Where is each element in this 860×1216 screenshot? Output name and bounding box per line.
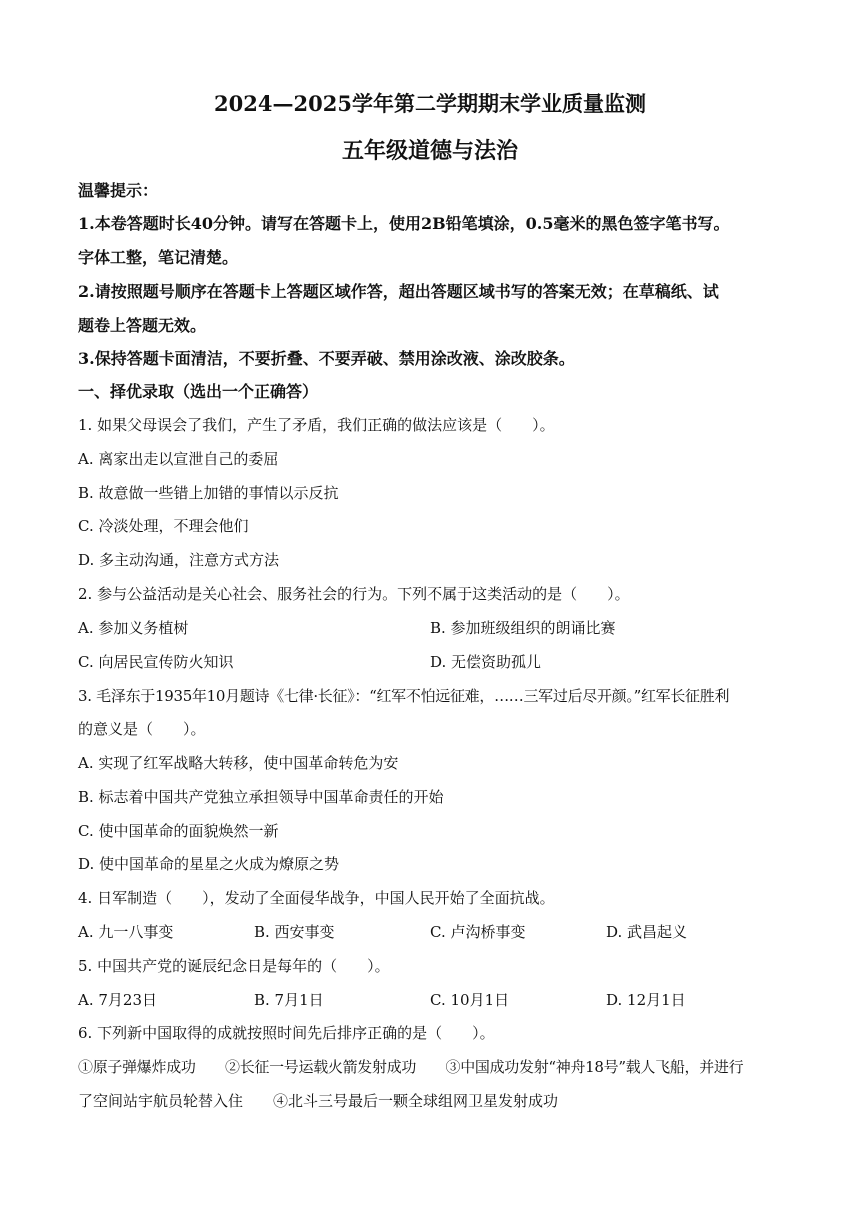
- question-5-option-d: D. 12月1日: [606, 991, 686, 1009]
- question-2-option-c: C. 向居民宣传防火知识: [78, 653, 234, 671]
- question-1-option-b: B. 故意做一些错上加错的事情以示反抗: [78, 484, 339, 502]
- question-2-option-b: B. 参加班级组织的朗诵比赛: [430, 619, 616, 637]
- question-3-stem-line-2: 的意义是（ ）。: [78, 720, 206, 738]
- notice-heading: 温馨提示：: [78, 181, 159, 200]
- notice-item-2-line-1: 2.请按照题号顺序在答题卡上答题区域作答，超出答题区域书写的答案无效；在草稿纸、试: [78, 282, 719, 301]
- exam-title: 2024—2025学年第二学期期末学业质量监测: [214, 91, 646, 116]
- question-4-option-b: B. 西安事变: [254, 923, 335, 941]
- exam-subject: 五年级道德与法治: [341, 138, 518, 164]
- question-6-items-line-1: ①原子弹爆炸成功 ②长征一号运载火箭发射成功 ③中国成功发射“神舟18号”载人飞船，并进行: [78, 1058, 744, 1076]
- question-6-stem: 6. 下列新中国取得的成就按照时间先后排序正确的是（ ）。: [78, 1024, 495, 1042]
- question-2-option-d: D. 无偿资助孤儿: [430, 653, 542, 671]
- question-4-stem: 4. 日军制造（ ），发动了全面侵华战争，中国人民开始了全面抗战。: [78, 889, 555, 907]
- question-1-option-d: D. 多主动沟通，注意方式方法: [78, 551, 280, 569]
- question-4-option-d: D. 武昌起义: [606, 923, 688, 941]
- question-5-option-a: A. 7月23日: [78, 991, 157, 1009]
- notice-item-3: 3.保持答题卡面清洁，不要折叠、不要弄破、禁用涂改液、涂改胶条。: [78, 349, 575, 368]
- section-heading: 一、择优录取（选出一个正确答）: [78, 382, 319, 401]
- question-5-option-c: C. 10月1日: [430, 991, 510, 1009]
- question-3-stem-line-1: 3. 毛泽东于1935年10月题诗《七律·长征》：“红军不怕远征难，……三军过后尽开颜。”红军长征胜利: [78, 687, 730, 705]
- question-3-option-b: B. 标志着中国共产党独立承担领导中国革命责任的开始: [78, 788, 444, 806]
- question-6-items-line-2: 了空间站宇航员轮替入住 ④北斗三号最后一颗全球组网卫星发射成功: [78, 1092, 559, 1110]
- question-5-option-b: B. 7月1日: [254, 991, 324, 1009]
- question-1-stem: 1. 如果父母误会了我们，产生了矛盾，我们正确的做法应该是（ ）。: [78, 416, 555, 434]
- notice-item-2-line-2: 题卷上答题无效。: [78, 316, 207, 335]
- question-3-option-c: C. 使中国革命的面貌焕然一新: [78, 822, 279, 840]
- question-5-stem: 5. 中国共产党的诞辰纪念日是每年的（ ）。: [78, 957, 390, 975]
- notice-item-1-line-1: 1.本卷答题时长40分钟。请写在答题卡上，使用2B铅笔填涂，0.5毫米的黑色签字笔书写。: [78, 214, 730, 233]
- question-2-option-a: A. 参加义务植树: [78, 619, 189, 637]
- question-3-option-d: D. 使中国革命的星星之火成为燎原之势: [78, 855, 340, 873]
- question-4-option-a: A. 九一八事变: [78, 923, 174, 941]
- notice-item-1-line-2: 字体工整，笔记清楚。: [78, 248, 239, 267]
- question-4-option-c: C. 卢沟桥事变: [430, 923, 526, 941]
- question-2-stem: 2. 参与公益活动是关心社会、服务社会的行为。下列不属于这类活动的是（ ）。: [78, 585, 630, 603]
- question-1-option-a: A. 离家出走以宣泄自己的委屈: [78, 450, 279, 468]
- question-1-option-c: C. 冷淡处理，不理会他们: [78, 517, 249, 535]
- question-3-option-a: A. 实现了红军战略大转移，使中国革命转危为安: [78, 754, 399, 772]
